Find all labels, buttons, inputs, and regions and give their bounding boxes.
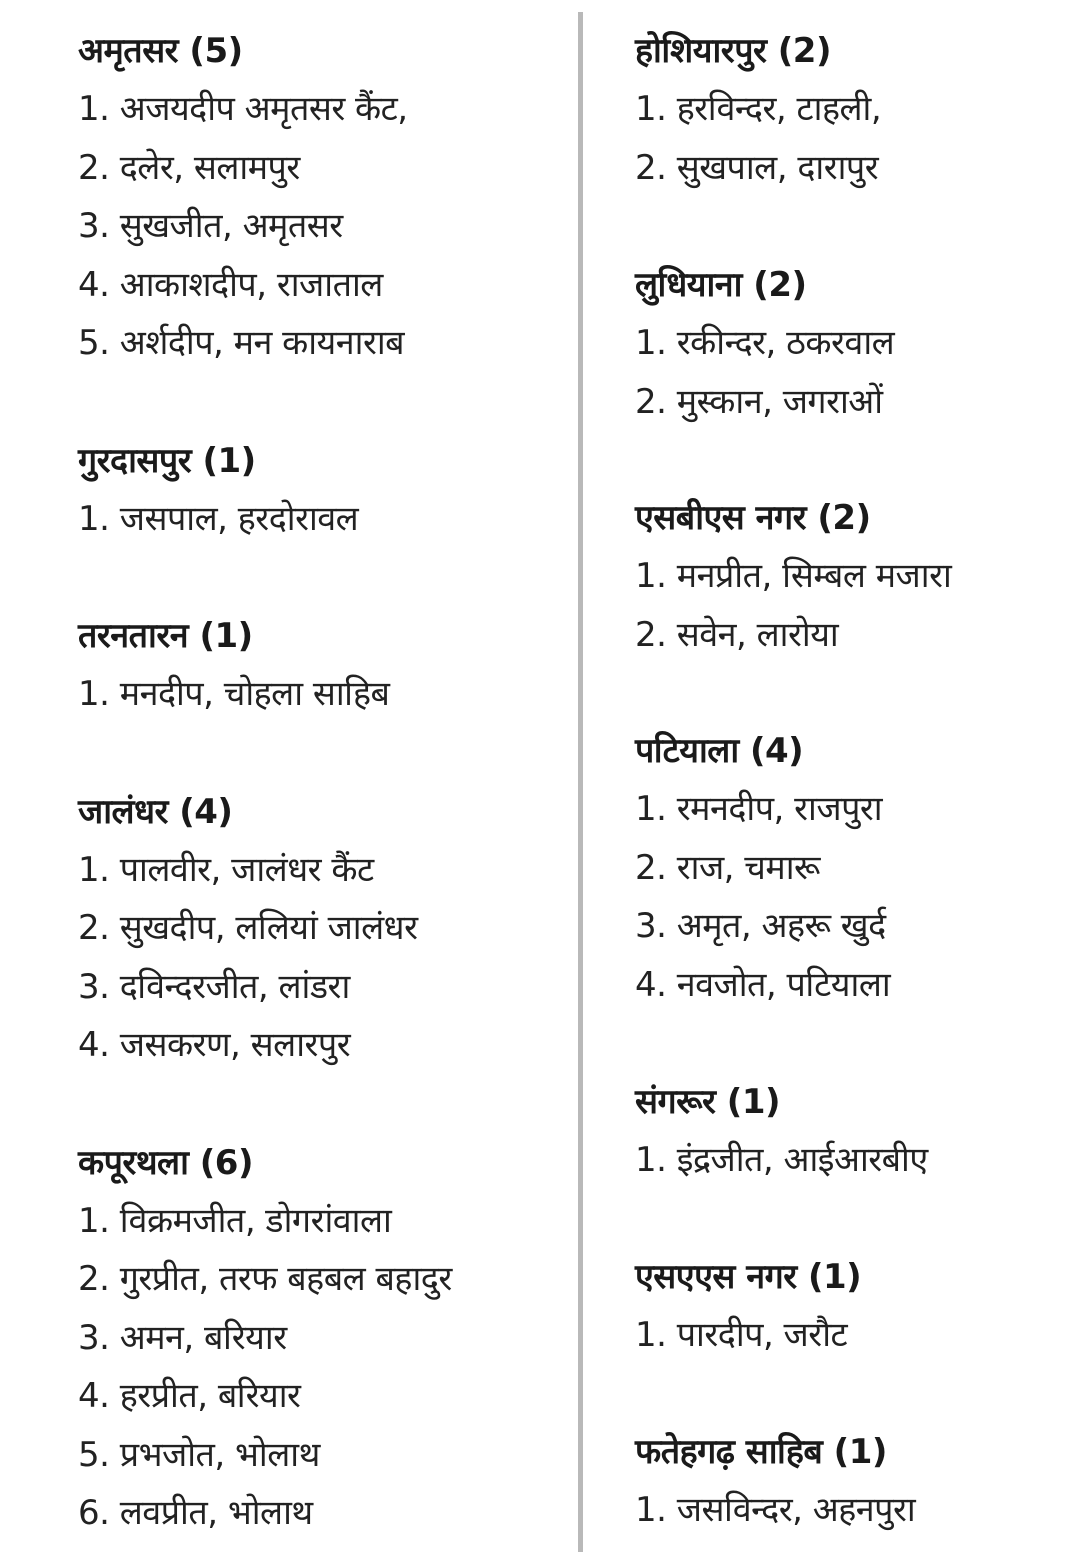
list-item: 1. अजयदीप अमृतसर कैंट, xyxy=(78,89,408,129)
list-item: 1. जसविन्दर, अहनपुरा xyxy=(635,1490,916,1530)
list-item: 5. प्रभजोत, भोलाथ xyxy=(78,1434,320,1475)
list-item: 2. दलेर, सलामपुर xyxy=(78,147,300,188)
list-item: 1. मनप्रीत, सिम्बल मजारा xyxy=(635,556,952,596)
district-title: संगरूर (1) xyxy=(635,1082,781,1122)
list-item: 1. मनदीप, चोहला साहिब xyxy=(78,674,390,714)
district-section xyxy=(78,607,563,724)
district-entries xyxy=(78,80,563,373)
district-section xyxy=(635,1073,1065,1190)
district-title: एसएएस नगर (1) xyxy=(635,1256,862,1297)
list-item: 4. जसकरण, सलारपुर xyxy=(78,1025,351,1065)
district-title: फतेहगढ़ साहिब (1) xyxy=(635,1432,887,1472)
list-item: 1. विक्रमजीत, डोगरांवाला xyxy=(78,1200,392,1241)
list-item: 5. अर्शदीप, मन कायनाराब xyxy=(78,323,405,363)
list-item: 2. गुरप्रीत, तरफ बहबल बहादुर xyxy=(78,1259,452,1299)
district-title: एसबीएस नगर (2) xyxy=(635,498,871,538)
list-item: 3. अमृत, अहरू खुर्द xyxy=(635,906,886,946)
list-item: 1. हरविन्दर, टाहली, xyxy=(635,89,882,129)
district-section xyxy=(635,22,1065,197)
district-entries xyxy=(635,80,1065,197)
district-title: गुरदासपुर (1) xyxy=(78,440,256,481)
list-item: 4. हरप्रीत, बरियार xyxy=(78,1376,301,1416)
district-entries xyxy=(635,780,1065,1014)
district-title: पटियाला (4) xyxy=(635,731,804,771)
district-section xyxy=(78,783,563,1075)
district-entries xyxy=(635,1481,1065,1540)
list-item: 4. नवजोत, पटियाला xyxy=(635,964,891,1005)
district-title: अमृतसर (5) xyxy=(78,31,243,71)
list-item: 3. सुखजीत, अमृतसर xyxy=(78,206,343,246)
list-item: 2. सवेन, लारोया xyxy=(635,614,839,655)
list-item: 2. मुस्कान, जगराओं xyxy=(635,381,883,422)
list-item: 1. रमनदीप, राजपुरा xyxy=(635,789,883,829)
list-item: 3. अमन, बरियार xyxy=(78,1317,287,1358)
district-entries xyxy=(78,1192,563,1543)
list-item: 3. दविन्दरजीत, लांडरा xyxy=(78,966,350,1007)
district-section xyxy=(635,256,1065,431)
list-item: 2. सुखपाल, दारापुर xyxy=(635,147,879,188)
district-section xyxy=(635,1423,1065,1540)
district-section xyxy=(78,1134,563,1543)
list-item: 1. जसपाल, हरदोरावल xyxy=(78,498,359,539)
district-title: होशियारपुर (2) xyxy=(635,31,832,71)
list-item: 1. पालवीर, जालंधर कैंट xyxy=(78,849,374,890)
district-section xyxy=(78,22,563,373)
district-title: जालंधर (4) xyxy=(78,791,233,832)
district-entries xyxy=(78,490,563,549)
list-item: 1. रकीन्दर, ठकरवाल xyxy=(635,323,895,363)
district-entries xyxy=(635,314,1065,431)
list-item: 2. राज, चमारू xyxy=(635,847,820,888)
district-title: कपूरथला (6) xyxy=(78,1142,253,1183)
list-item: 2. सुखदीप, ललियां जालंधर xyxy=(78,908,418,948)
district-entries xyxy=(78,665,563,724)
list-item: 6. लवप्रीत, भोलाथ xyxy=(78,1493,313,1533)
district-entries xyxy=(78,841,563,1075)
list-item: 4. आकाशदीप, राजाताल xyxy=(78,264,383,305)
district-section xyxy=(635,489,1065,664)
district-entries xyxy=(635,1131,1065,1190)
district-title: लुधियाना (2) xyxy=(635,265,807,305)
district-entries xyxy=(635,1306,1065,1365)
list-item: 1. इंद्रजीत, आईआरबीए xyxy=(635,1140,928,1180)
right-column xyxy=(635,22,1065,1540)
column-divider xyxy=(578,12,583,1552)
left-column xyxy=(78,22,563,1543)
list-item: 1. पारदीप, जरौट xyxy=(635,1314,848,1355)
district-section xyxy=(635,722,1065,1014)
district-section xyxy=(78,432,563,549)
district-section xyxy=(635,1248,1065,1365)
district-title: तरनतारन (1) xyxy=(78,616,253,656)
district-entries xyxy=(635,547,1065,664)
